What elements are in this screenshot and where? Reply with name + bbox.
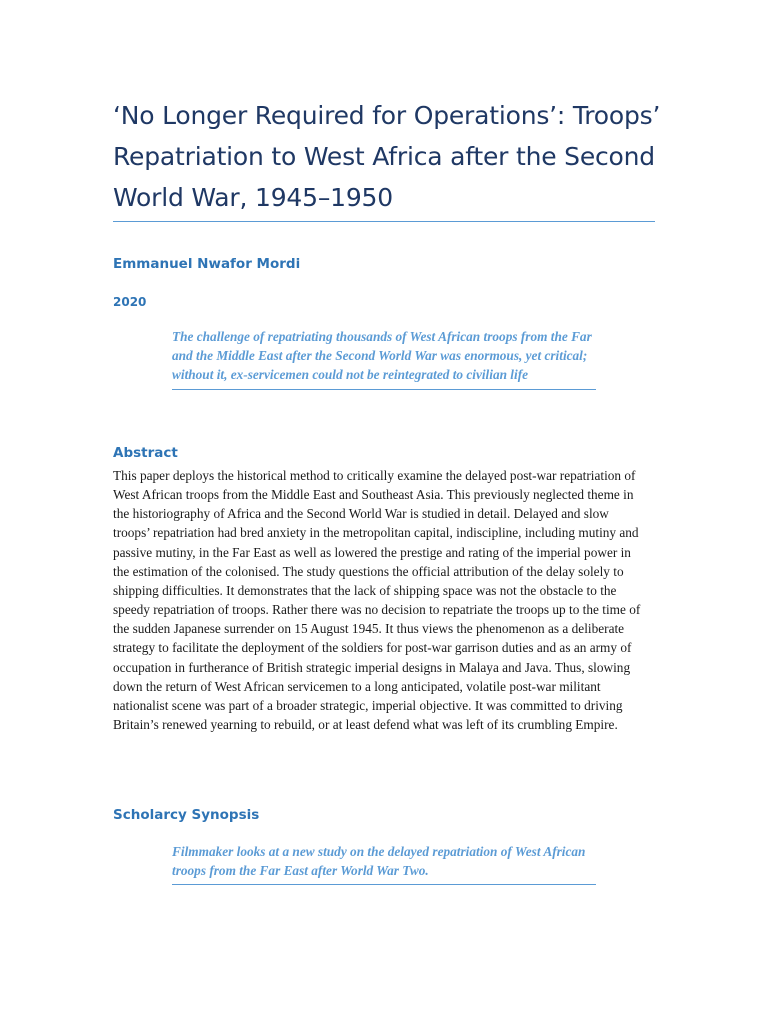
abstract-body: This paper deploys the historical method to critically examine the delayed post-war repatriation of West African troops from the Middle East and Southeast Asia. This previously neglected theme in the historiography of Africa and the Second World War is studied in detail. Delayed and slow troops’ repatriation had bred anxiety in the metropolitan capital, indiscipline, including mutiny and passive mutiny, in the Far East as well as lowered the prestige and rating of the imperial power in the estimation of the colonised. The study questions the official attribution of the delay solely to shipping difficulties. It demonstrates that the lack of shipping space was not the obstacle to the speedy repatriation of troops. Rather there was no decision to repatriate the troops up to the time of the sudden Japanese surrender on 15 August 1945. It thus views the phenomenon as a deliberate strategy to facilitate the deployment of the soldiers for post-war garrison duties and as an army of occupation in furtherance of British strategic imperial designs in Malaya and Java. Thus, slowing down the return of West African servicemen to a long anticipated, volatile post-war militant nationalist scene was part of a broader strategic, imperial objective. It was committed to driving Britain’s renewed yearning to rebuild, or at least defend what was left of its crumbling Empire. xyxy=(113,468,641,733)
synopsis-heading: Scholarcy Synopsis xyxy=(113,807,260,823)
abstract-heading: Abstract xyxy=(113,445,178,461)
pull-quote: The challenge of repatriating thousands of West African troops from the Far and the Middle East after the Second World War was enormous, yet critical; without it, ex-servicemen could not be reintegrated to civilian life xyxy=(172,327,596,390)
document-title: ‘No Longer Required for Operations’: Troops’ Repatriation to West Africa after the Second World War, 1945–1950 xyxy=(113,101,661,212)
publication-year: 2020 xyxy=(113,295,147,309)
author-name: Emmanuel Nwafor Mordi xyxy=(113,256,301,272)
synopsis-quote: Filmmaker looks at a new study on the delayed repatriation of West African troops from the Far East after World War Two. xyxy=(172,842,596,885)
title-divider xyxy=(113,221,655,222)
